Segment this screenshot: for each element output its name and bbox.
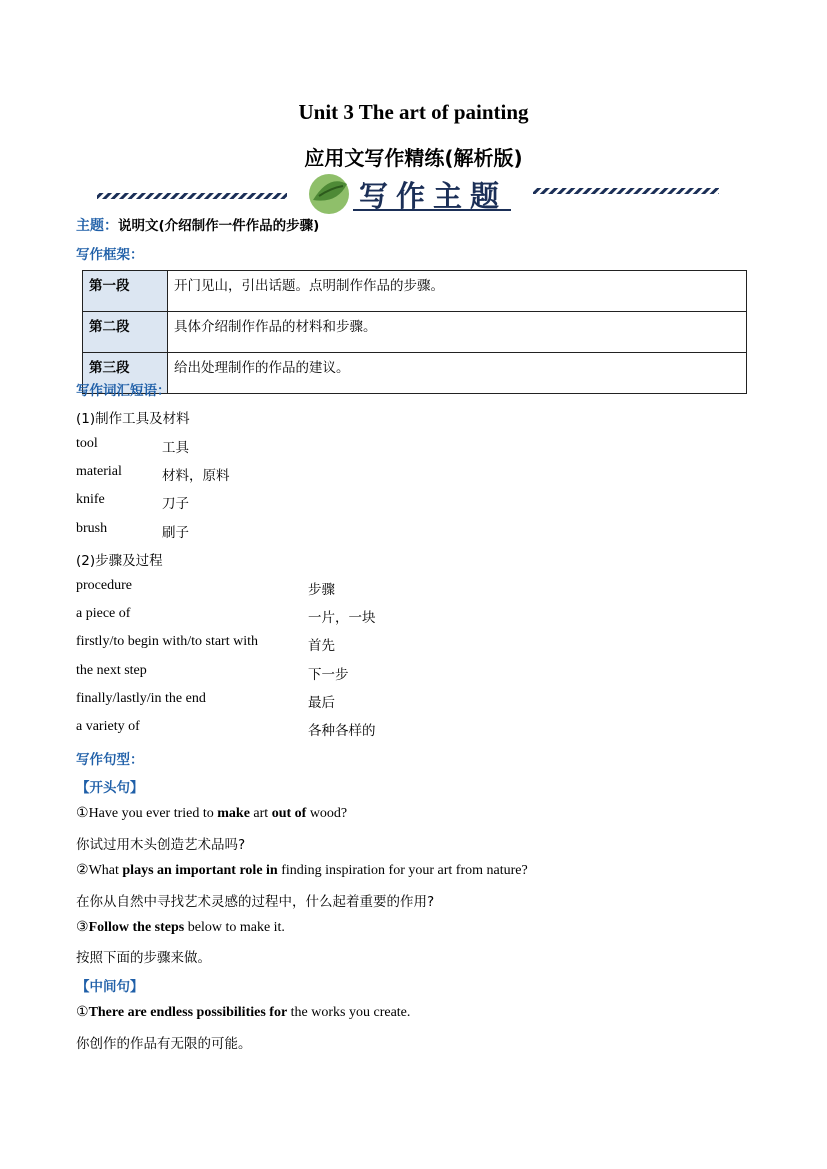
part-content: 给出处理制作的作品的建议。 <box>168 353 747 394</box>
vocab-en: brush <box>76 521 108 536</box>
sentence-zh: 按照下面的步骤来做。 <box>76 950 211 966</box>
banner-text: 写作主题 <box>359 179 508 213</box>
vocab-group1-title: (1)制作工具及材料 <box>76 411 190 427</box>
part-label: 第一段 <box>83 271 168 312</box>
vocab-en: knife <box>76 492 105 507</box>
vocab-zh: 下一步 <box>308 667 349 683</box>
sentence-zh: 你试过用木头创造艺术品吗? <box>76 837 246 853</box>
vocab-en: a piece of <box>76 606 131 621</box>
vocab-zh: 步骤 <box>308 582 335 598</box>
opening-label: 【开头句】 <box>76 780 144 796</box>
table-row <box>83 312 747 353</box>
vocab-en: the next step <box>76 663 147 678</box>
sentences-label: 写作句型： <box>76 752 144 768</box>
vocab-en: firstly/to begin with/to start with <box>76 634 258 649</box>
theme-line <box>76 214 319 235</box>
sentence-en: ③Follow the steps below to make it. <box>76 920 285 935</box>
banner-leaf-icon <box>309 174 349 214</box>
vocab-zh: 材料，原料 <box>162 468 230 484</box>
vocab-en: material <box>76 464 122 479</box>
vocab-zh: 刷子 <box>162 525 189 541</box>
theme-value: 说明文(介绍制作一件作品的步骤) <box>118 218 320 234</box>
sentence-en: ①Have you ever tried to make art out of wood? <box>76 806 348 821</box>
banner-right-stripe <box>533 188 719 194</box>
vocab-zh: 最后 <box>308 695 335 711</box>
sentence-zh: 在你从自然中寻找艺术灵感的过程中，什么起着重要的作用? <box>76 894 435 910</box>
vocab-zh: 首先 <box>308 638 335 654</box>
theme-label: 主题： <box>76 218 118 234</box>
table-row <box>83 271 747 312</box>
vocab-en: finally/lastly/in the end <box>76 691 206 706</box>
sentence-en: ①There are endless possibilities for the works you create. <box>76 1005 411 1020</box>
vocab-en: tool <box>76 436 98 451</box>
vocab-zh: 刀子 <box>162 496 189 512</box>
vocab-en: a variety of <box>76 719 140 734</box>
part-label: 第二段 <box>83 312 168 353</box>
framework-table <box>82 270 747 394</box>
banner-left-stripe <box>97 193 287 199</box>
vocab-label: 写作词汇短语： <box>76 383 171 399</box>
vocab-zh: 一片，一块 <box>308 610 376 626</box>
vocab-group2-title: (2)步骤及过程 <box>76 553 163 569</box>
sentence-zh: 你创作的作品有无限的可能。 <box>76 1036 252 1052</box>
vocab-zh: 各种各样的 <box>308 723 376 739</box>
vocab-en: procedure <box>76 578 132 593</box>
document-subtitle: 应用文写作精练(解析版) <box>304 146 523 170</box>
vocab-zh: 工具 <box>162 440 189 456</box>
document-title: Unit 3 The art of painting <box>298 100 529 124</box>
part-label: 第三段 <box>83 353 168 394</box>
topic-banner <box>97 170 719 216</box>
sentence-en: ②What plays an important role in finding inspiration for your art from nature? <box>76 863 528 878</box>
middle-label: 【中间句】 <box>76 979 144 995</box>
part-content: 具体介绍制作作品的材料和步骤。 <box>168 312 747 353</box>
table-row <box>83 353 747 394</box>
framework-label: 写作框架： <box>76 247 144 263</box>
part-content: 开门见山，引出话题。点明制作作品的步骤。 <box>168 271 747 312</box>
